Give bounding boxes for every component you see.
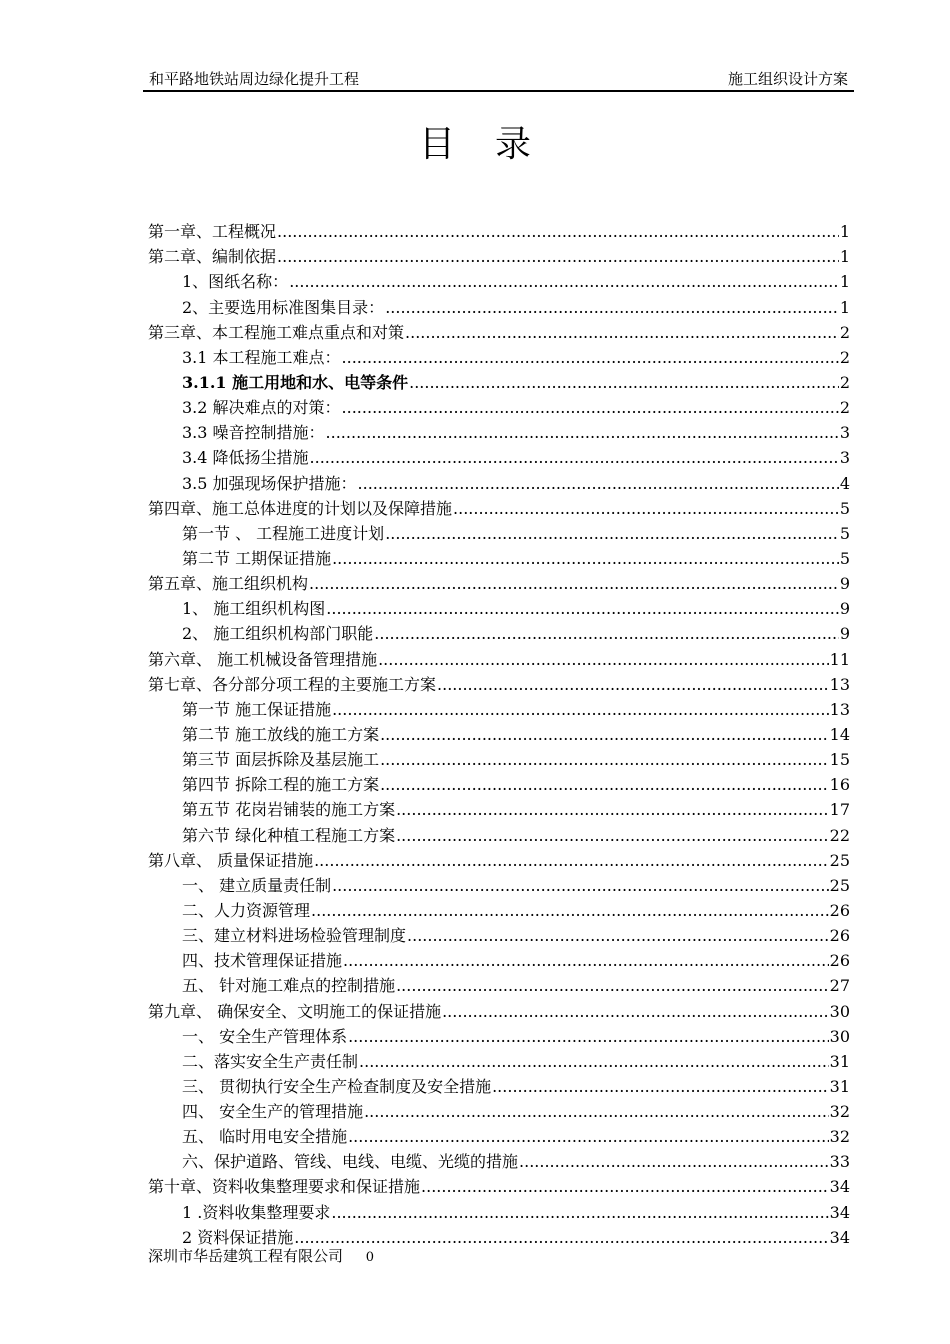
toc-entry[interactable] — [148, 1172, 850, 1197]
toc-entry-title: 第四章、施工总体进度的计划以及保障措施 — [148, 498, 453, 518]
toc-dot-leader — [519, 1152, 829, 1172]
page-title: 目录 — [418, 124, 571, 165]
toc-entry[interactable] — [148, 242, 850, 267]
toc-entry-title: 第一节 施工保证措施 — [182, 699, 332, 719]
toc-dot-leader — [358, 474, 839, 494]
toc-entry[interactable] — [148, 343, 850, 368]
toc-dot-leader — [380, 725, 829, 745]
toc-entry-page: 30 — [829, 1001, 850, 1021]
toc-entry-page: 2 — [839, 322, 850, 342]
toc-dot-leader — [310, 448, 839, 468]
toc-entry[interactable] — [148, 1122, 850, 1147]
toc-entry[interactable] — [148, 820, 850, 845]
toc-entry-page: 14 — [829, 724, 850, 744]
toc-entry-title: 二、人力资源管理 — [182, 900, 311, 920]
toc-entry[interactable] — [148, 971, 850, 996]
toc-dot-leader — [380, 750, 829, 770]
toc-entry-page: 1 — [839, 247, 850, 267]
toc-entry-page: 5 — [839, 498, 850, 518]
toc-dot-leader — [311, 901, 829, 921]
toc-dot-leader — [380, 775, 829, 795]
toc-dot-leader — [437, 675, 829, 695]
toc-entry[interactable] — [148, 795, 850, 820]
toc-entry-title: 第三节 面层拆除及基层施工 — [182, 750, 380, 770]
toc-entry[interactable] — [148, 871, 850, 896]
toc-entry-title: 三、建立材料进场检验管理制度 — [182, 926, 407, 946]
toc-entry-page: 1 — [839, 272, 850, 292]
toc-entry[interactable] — [148, 670, 850, 695]
table-of-contents — [148, 217, 850, 1248]
toc-entry[interactable] — [148, 519, 850, 544]
toc-dot-leader — [409, 373, 839, 393]
toc-entry-title: 一、 建立质量责任制 — [182, 875, 332, 895]
toc-entry[interactable] — [148, 1223, 850, 1248]
toc-entry-title: 五、 临时用电安全措施 — [182, 1127, 348, 1147]
toc-entry-page: 31 — [829, 1051, 850, 1071]
toc-entry-page: 1 — [839, 222, 850, 242]
toc-dot-leader — [492, 1077, 829, 1097]
toc-dot-leader — [364, 1102, 829, 1122]
toc-entry-page: 9 — [839, 624, 850, 644]
toc-dot-leader — [277, 247, 839, 267]
toc-entry-title: 五、 针对施工难点的控制措施 — [182, 976, 396, 996]
toc-dot-leader — [289, 272, 839, 292]
toc-dot-leader — [277, 222, 839, 242]
toc-entry-page: 5 — [839, 523, 850, 543]
toc-entry[interactable] — [148, 695, 850, 720]
toc-dot-leader — [453, 499, 839, 519]
toc-entry-title: 第二节 工期保证措施 — [182, 548, 332, 568]
toc-entry[interactable] — [148, 1047, 850, 1072]
toc-entry-page: 32 — [829, 1102, 850, 1122]
toc-entry[interactable] — [148, 644, 850, 669]
toc-entry[interactable] — [148, 921, 850, 946]
toc-entry-title: 1、 施工组织机构图 — [182, 599, 326, 619]
toc-entry-title: 3.1 本工程施工难点： — [182, 347, 341, 367]
toc-dot-leader — [326, 423, 839, 443]
toc-entry-page: 26 — [829, 900, 850, 920]
toc-entry-title: 3.5 加强现场保护措施： — [182, 473, 357, 493]
toc-entry-title: 第一节 、 工程施工进度计划 — [182, 523, 385, 543]
footer-company: 深圳市华岳建筑工程有限公司 — [148, 1247, 344, 1265]
toc-entry[interactable] — [148, 946, 850, 971]
toc-entry-page: 26 — [829, 926, 850, 946]
toc-entry[interactable] — [148, 846, 850, 871]
toc-entry-title: 三、 贯彻执行安全生产检查制度及安全措施 — [182, 1076, 492, 1096]
toc-entry-title: 第十章、资料收集整理要求和保证措施 — [148, 1177, 421, 1197]
toc-entry-page: 2 — [839, 372, 850, 392]
toc-entry[interactable] — [148, 1022, 850, 1047]
toc-entry-page: 1 — [839, 297, 850, 317]
toc-dot-leader — [332, 700, 829, 720]
toc-entry-page: 34 — [829, 1202, 850, 1222]
toc-entry-page: 4 — [839, 473, 850, 493]
toc-dot-leader — [342, 398, 839, 418]
toc-entry[interactable] — [148, 292, 850, 317]
toc-entry-page: 30 — [829, 1026, 850, 1046]
toc-entry-page: 27 — [829, 976, 850, 996]
toc-dot-leader — [331, 1203, 828, 1223]
toc-dot-leader — [326, 599, 839, 619]
toc-entry-page: 3 — [839, 448, 850, 468]
toc-entry[interactable] — [148, 418, 850, 443]
toc-entry[interactable] — [148, 267, 850, 292]
toc-entry[interactable] — [148, 1197, 850, 1222]
toc-entry-page: 16 — [829, 775, 850, 795]
page-header — [143, 68, 854, 92]
toc-entry[interactable] — [148, 770, 850, 795]
toc-entry[interactable] — [148, 494, 850, 519]
toc-dot-leader — [378, 650, 829, 670]
toc-entry-title: 3.1.1 施工用地和水、电等条件 — [182, 372, 409, 392]
toc-entry-page: 32 — [829, 1127, 850, 1147]
toc-dot-leader — [396, 826, 829, 846]
toc-dot-leader — [348, 1027, 829, 1047]
toc-entry[interactable] — [148, 318, 850, 343]
toc-dot-leader — [343, 951, 829, 971]
toc-entry-title: 3.4 降低扬尘措施 — [182, 448, 309, 468]
toc-entry[interactable] — [148, 619, 850, 644]
toc-entry-title: 第五节 花岗岩铺装的施工方案 — [182, 800, 396, 820]
toc-entry-title: 3.3 噪音控制措施： — [182, 423, 325, 443]
toc-entry[interactable] — [148, 443, 850, 468]
header-document-type: 施工组织设计方案 — [727, 70, 848, 88]
toc-entry-title: 第六章、 施工机械设备管理措施 — [148, 649, 378, 669]
toc-dot-leader — [359, 1052, 829, 1072]
toc-entry-page: 34 — [829, 1177, 850, 1197]
toc-dot-leader — [342, 348, 839, 368]
toc-entry-title: 2、 施工组织机构部门职能 — [182, 624, 374, 644]
toc-entry[interactable] — [148, 544, 850, 569]
toc-entry[interactable] — [148, 720, 850, 745]
toc-entry-title: 2 资料保证措施 — [182, 1227, 294, 1247]
toc-entry-page: 2 — [839, 398, 850, 418]
toc-entry-page: 9 — [839, 574, 850, 594]
toc-entry-title: 四、技术管理保证措施 — [182, 951, 343, 971]
toc-entry[interactable] — [148, 569, 850, 594]
toc-entry-page: 17 — [829, 800, 850, 820]
page-footer — [148, 1246, 374, 1268]
toc-entry-page: 31 — [829, 1076, 850, 1096]
toc-entry-title: 2、主要选用标准图集目录： — [182, 297, 385, 317]
toc-entry-title: 第五章、施工组织机构 — [148, 574, 309, 594]
toc-entry[interactable] — [148, 1072, 850, 1097]
toc-entry-page: 15 — [829, 750, 850, 770]
toc-entry-title: 3.2 解决难点的对策： — [182, 398, 341, 418]
toc-entry-title: 第九章、 确保安全、文明施工的保证措施 — [148, 1001, 442, 1021]
toc-dot-leader — [348, 1127, 829, 1147]
toc-entry-title: 1 .资料收集整理要求 — [182, 1202, 331, 1222]
toc-entry-page: 3 — [839, 423, 850, 443]
toc-entry-title: 第六节 绿化种植工程施工方案 — [182, 825, 396, 845]
toc-dot-leader — [332, 876, 829, 896]
toc-dot-leader — [385, 298, 839, 318]
toc-entry[interactable] — [148, 745, 850, 770]
toc-entry[interactable] — [148, 1147, 850, 1172]
toc-entry-page: 11 — [829, 649, 850, 669]
toc-entry-page: 26 — [829, 951, 850, 971]
toc-entry-page: 9 — [839, 599, 850, 619]
toc-dot-leader — [314, 851, 829, 871]
toc-dot-leader — [396, 800, 829, 820]
toc-entry-title: 六、保护道路、管线、电线、电缆、光缆的措施 — [182, 1152, 519, 1172]
toc-dot-leader — [294, 1228, 828, 1248]
toc-dot-leader — [421, 1177, 829, 1197]
toc-entry-page: 25 — [829, 850, 850, 870]
toc-entry-title: 一、 安全生产管理体系 — [182, 1026, 348, 1046]
toc-dot-leader — [385, 524, 839, 544]
toc-entry-title: 第七章、各分部分项工程的主要施工方案 — [148, 674, 437, 694]
toc-entry-title: 第一章、工程概况 — [148, 222, 277, 242]
toc-dot-leader — [374, 624, 839, 644]
toc-entry-page: 2 — [839, 347, 850, 367]
toc-dot-leader — [396, 976, 829, 996]
toc-entry-title: 四、 安全生产的管理措施 — [182, 1102, 364, 1122]
toc-entry-page: 22 — [829, 825, 850, 845]
toc-entry-title: 第二章、编制依据 — [148, 247, 277, 267]
toc-entry-page: 5 — [839, 548, 850, 568]
toc-dot-leader — [309, 574, 839, 594]
header-project-name: 和平路地铁站周边绿化提升工程 — [149, 70, 360, 88]
toc-entry-page: 13 — [829, 699, 850, 719]
toc-dot-leader — [442, 1002, 829, 1022]
footer-page-number: 0 — [365, 1250, 375, 1265]
toc-entry-page: 34 — [829, 1227, 850, 1247]
toc-entry-page: 25 — [829, 875, 850, 895]
toc-entry[interactable] — [148, 217, 850, 242]
toc-entry-title: 第二节 施工放线的施工方案 — [182, 724, 380, 744]
toc-entry[interactable] — [148, 368, 850, 393]
toc-entry-page: 13 — [829, 674, 850, 694]
toc-entry[interactable] — [148, 393, 850, 418]
toc-dot-leader — [407, 926, 829, 946]
toc-entry-title: 二、落实安全生产责任制 — [182, 1051, 359, 1071]
toc-dot-leader — [405, 323, 839, 343]
toc-entry-page: 33 — [829, 1152, 850, 1172]
toc-entry-title: 第八章、 质量保证措施 — [148, 850, 314, 870]
toc-dot-leader — [332, 549, 839, 569]
toc-entry[interactable] — [148, 896, 850, 921]
toc-entry[interactable] — [148, 594, 850, 619]
toc-entry[interactable] — [148, 996, 850, 1021]
toc-entry[interactable] — [148, 468, 850, 493]
toc-entry-title: 1、图纸名称： — [182, 272, 289, 292]
toc-entry[interactable] — [148, 1097, 850, 1122]
toc-entry-title: 第四节 拆除工程的施工方案 — [182, 775, 380, 795]
toc-entry-title: 第三章、本工程施工难点重点和对策 — [148, 322, 405, 342]
